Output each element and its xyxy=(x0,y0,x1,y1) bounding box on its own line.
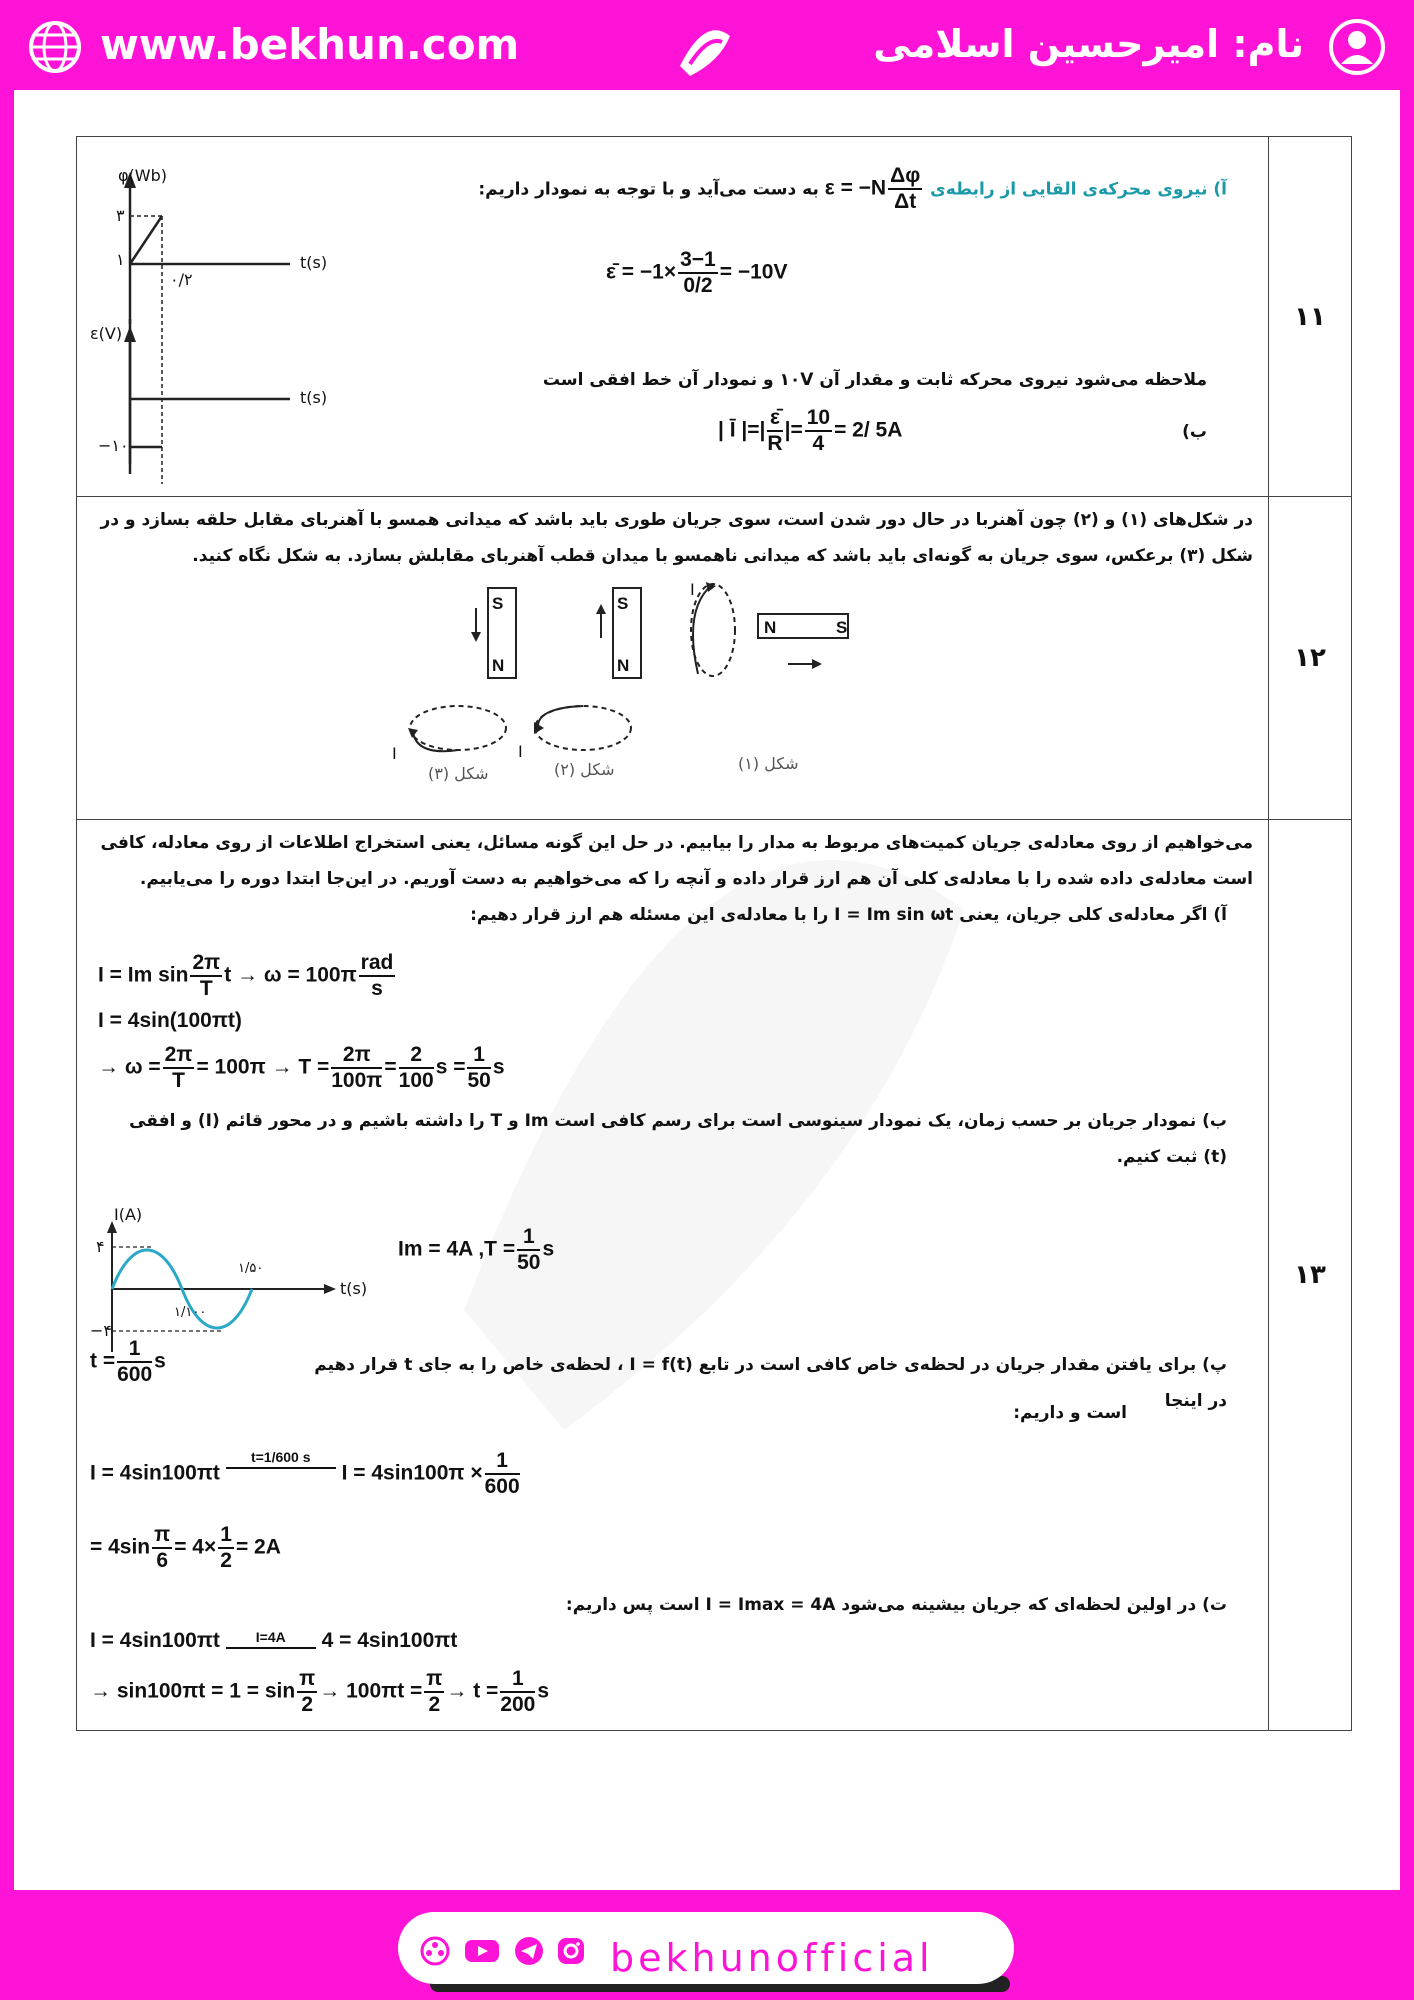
current-num2: 10 xyxy=(805,406,832,432)
eq3-d4: 50 xyxy=(467,1069,491,1092)
calc-lead: ε̄ = −1× xyxy=(606,260,677,284)
fig3-caption: شکل (۳) xyxy=(428,764,489,783)
eq5-mid: = 4× xyxy=(174,1535,217,1559)
question-row-13 xyxy=(77,820,1352,1731)
calc-den: 0/2 xyxy=(683,274,713,297)
eq4 xyxy=(90,1449,522,1499)
globe-icon xyxy=(28,20,82,74)
eq5-d2: 2 xyxy=(220,1549,232,1572)
q11-note: ملاحظه می‌شود نیروی محرکه ثابت و مقدار آن ۱۰V و نمودار آن خط افقی است xyxy=(542,370,1207,390)
t-num: 1 xyxy=(117,1337,152,1363)
instagram-icon[interactable] xyxy=(556,1936,586,1966)
question-row-11 xyxy=(77,137,1352,497)
eq1-den: T xyxy=(199,977,213,1000)
user-icon xyxy=(1328,18,1386,76)
answers-table xyxy=(76,136,1352,1731)
graph2-xlabel: t(s) xyxy=(300,388,328,407)
eq7-lead: → sin100πt = 1 = sin xyxy=(90,1679,296,1703)
current-result: = 2/ 5A xyxy=(834,418,903,442)
eq3-eq: = xyxy=(384,1055,397,1079)
eq7-d3: 200 xyxy=(500,1693,536,1716)
eq5-end: = 2A xyxy=(235,1535,281,1559)
eq3-s: s = xyxy=(435,1055,466,1079)
eq7-n1: π xyxy=(297,1667,317,1693)
graph1-y-high: ۳ xyxy=(116,206,125,225)
fig1-caption: شکل (۱) xyxy=(738,754,799,773)
site-url[interactable]: www.bekhun.com xyxy=(100,20,520,69)
q11-part-a xyxy=(478,164,1227,214)
fig2-caption: شکل (۲) xyxy=(554,760,615,779)
im-period xyxy=(398,1225,554,1275)
graph2-y-tick: −۱۰ xyxy=(98,436,129,455)
eq7-mid2: → t = xyxy=(446,1679,499,1703)
sine-t-half: ۱/۱۰۰ xyxy=(174,1305,207,1320)
q13-part-d: ت) در اولین لحظه‌ای که جریان بیشینه می‌شود I = Imax = 4A است پس داریم: xyxy=(565,1595,1227,1615)
current-mid: |= xyxy=(784,418,803,442)
q11-part-a-text2: به دست می‌آید و با توجه به نمودار داریم: xyxy=(478,179,819,200)
eq6-end: 4 = 4sin100πt xyxy=(321,1629,458,1652)
eq3-n2: 2π xyxy=(331,1043,382,1069)
current-num: ε̄ xyxy=(767,406,782,432)
t-den: 600 xyxy=(117,1363,153,1386)
eq1-num: 2π xyxy=(190,951,222,977)
eq4-lead: I = 4sin100πt xyxy=(90,1461,220,1485)
q13-part-b-1: ب) نمودار جریان بر حسب زمان، یک نمودار سینوسی است برای رسم کافی است Im و T را داشته باشیم و در محور قائم (I) و افقی xyxy=(129,1111,1227,1131)
eq5-lead: = 4sin xyxy=(90,1535,151,1559)
eq4-arrow-label: t=1/600 s xyxy=(250,1449,311,1465)
q13-part-a: آ) اگر معادله‌ی کلی جریان، یعنی I = Im sin ωt را با معادله‌ی این مسئله هم ارز قرار دهیم: xyxy=(470,905,1227,925)
eq6-arrow xyxy=(226,1629,316,1649)
q12-text-1: در شکل‌های (۱) و (۲) چون آهنربا در حال دور شدن است، سوی جریان طوری باید باشد که میدانی همسو با آهنربای مقابل حلقه بسازد و در xyxy=(100,510,1253,530)
graph1-y-low: ۱ xyxy=(116,250,125,269)
eq3 xyxy=(98,1043,505,1093)
fig1-pole-n: N xyxy=(764,618,777,637)
current-calculation xyxy=(718,406,902,456)
graph1-ylabel: φ(Wb) xyxy=(118,166,168,185)
q13-part-c-1: پ) برای یافتن مقدار جریان در لحظه‌ی خاص کافی است در تابع I = f(t) ، لحظه‌ی خاص را به جای t قرار دهیم در اینجا xyxy=(314,1355,1227,1411)
im-end: s xyxy=(542,1237,555,1261)
eq2: I = 4sin(100πt) xyxy=(98,1009,242,1032)
current-den: R xyxy=(767,432,783,455)
eq1 xyxy=(98,951,397,1001)
fig3-pole-n: N xyxy=(492,656,505,675)
answer-cell-11 xyxy=(77,137,1269,497)
question-number-12: ۱۲ xyxy=(1269,497,1352,820)
im-num: 1 xyxy=(517,1225,540,1251)
fig2-pole-n: N xyxy=(617,656,630,675)
q13-intro-2: است معادله‌ی داده شده را با معادله‌ی کلی آن هم ارز قرار داده و آنچه را که می‌خواهیم به دست آوریم. در این‌جا ابتدا دوره را می‌یابیم. xyxy=(139,869,1253,889)
t-unit: s xyxy=(154,1349,166,1373)
eq4-den: 600 xyxy=(484,1475,520,1498)
eq7 xyxy=(90,1667,549,1717)
eq4-arrow xyxy=(226,1449,336,1469)
content-page xyxy=(14,90,1400,1890)
faraday-formula xyxy=(825,164,924,214)
faraday-num: Δφ xyxy=(888,164,922,190)
telegram-icon[interactable] xyxy=(514,1936,544,1966)
eq4-num: 1 xyxy=(485,1449,520,1475)
eq3-d2: 100π xyxy=(331,1069,383,1092)
eq3-d3: 100 xyxy=(398,1069,434,1092)
eq7-d1: 2 xyxy=(301,1693,314,1716)
eq6-lead: I = 4sin100πt xyxy=(90,1629,220,1652)
graph1-x-tick: ۰/۲ xyxy=(170,270,193,289)
question-number-11: ۱۱ xyxy=(1269,137,1352,497)
eq5-n2: 1 xyxy=(218,1523,234,1549)
question-number-13: ۱۳ xyxy=(1269,820,1352,1731)
eq6 xyxy=(90,1629,457,1653)
im-text: Im = 4A ,T = xyxy=(398,1237,516,1261)
q13-part-c-2: است و داریم: xyxy=(1013,1403,1127,1423)
emf-calculation xyxy=(606,248,787,298)
eq1-lead: I = Im sin xyxy=(98,963,189,987)
eq7-mid: → 100πt = xyxy=(319,1679,423,1703)
fig3-current-label: I xyxy=(392,744,397,763)
aparat-icon[interactable] xyxy=(420,1936,450,1966)
fig1-current-label: I xyxy=(690,580,695,599)
q11-part-b-label: ب) xyxy=(1182,422,1207,442)
faraday-lead: ε = −N xyxy=(824,176,887,200)
question-row-12 xyxy=(77,497,1352,820)
eq3-lead: → ω = xyxy=(98,1055,161,1079)
q12-text-2: شکل (۳) برعکس، سوی جریان به گونه‌ای باید باشد که میدانی ناهمسو با میدان قطب آهنربای مقابلش بسازد. به شکل نگاه کنید. xyxy=(192,546,1253,566)
eq1-mid: t → ω = 100π xyxy=(224,963,357,987)
sine-ylabel: I(A) xyxy=(114,1205,143,1224)
eq3-mid: = 100π → T = xyxy=(196,1055,330,1079)
q11-part-a-text: آ) نیروی محرکه‌ی القایی از رابطه‌ی xyxy=(930,179,1227,200)
sine-y-min: −۴ xyxy=(90,1321,112,1340)
q13-intro-1: می‌خواهیم از روی معادله‌ی جریان کمیت‌های مربوط به مدار را بیابیم. در حل این گونه مسائل، یعنی استخراج اطلاعات از روی معادله، کافی xyxy=(100,833,1253,853)
eq3-n3: 2 xyxy=(399,1043,434,1069)
calc-num: 3−1 xyxy=(678,248,718,274)
page-header xyxy=(0,0,1414,90)
eq3-n4: 1 xyxy=(467,1043,490,1069)
youtube-icon[interactable] xyxy=(464,1936,500,1966)
eq5-n1: π xyxy=(152,1523,172,1549)
sine-t-full: ۱/۵۰ xyxy=(238,1261,264,1276)
logo xyxy=(660,6,750,90)
answer-cell-12 xyxy=(77,497,1269,820)
sine-graph xyxy=(92,1217,372,1357)
fig2-pole-s: S xyxy=(617,594,629,613)
fig1-pole-s: S xyxy=(836,618,848,637)
eq7-n3: 1 xyxy=(500,1667,535,1693)
q13-part-b-2: (t) ثبت کنیم. xyxy=(1116,1147,1227,1167)
fig2-current-label: I xyxy=(518,742,523,761)
sine-xlabel: t(s) xyxy=(340,1279,368,1298)
eq4-mid: I = 4sin100π × xyxy=(341,1461,483,1485)
student-name: نام: امیرحسین اسلامی xyxy=(873,22,1304,66)
eq5-d1: 6 xyxy=(156,1549,168,1572)
sine-y-max: ۴ xyxy=(96,1237,105,1256)
eq6-arrow-label: I=4A xyxy=(255,1629,286,1645)
eq3-n1: 2π xyxy=(163,1043,195,1069)
fig3-pole-s: S xyxy=(492,594,504,613)
eq3-d1: T xyxy=(172,1069,185,1092)
answer-cell-13 xyxy=(77,820,1269,1731)
eq7-d2: 2 xyxy=(428,1693,441,1716)
current-den2: 4 xyxy=(812,432,825,455)
faraday-den: Δt xyxy=(894,190,917,213)
t-value xyxy=(90,1337,166,1387)
eq5 xyxy=(90,1523,281,1573)
im-den: 50 xyxy=(517,1251,541,1274)
graph2-ylabel: ε(V) xyxy=(90,324,123,343)
eq3-end: s xyxy=(492,1055,505,1079)
t-lead: t = xyxy=(90,1349,116,1373)
eq7-end: s xyxy=(537,1679,550,1703)
graph1-xlabel: t(s) xyxy=(300,253,328,272)
social-handle[interactable]: bekhunofficial xyxy=(610,1936,934,1980)
current-lead: | Ī |=| xyxy=(718,418,766,442)
eq7-n2: π xyxy=(424,1667,444,1693)
eq1-unit-den: s xyxy=(371,977,383,1000)
eq1-unit-num: rad xyxy=(359,951,396,977)
calc-result: = −10V xyxy=(719,260,788,284)
